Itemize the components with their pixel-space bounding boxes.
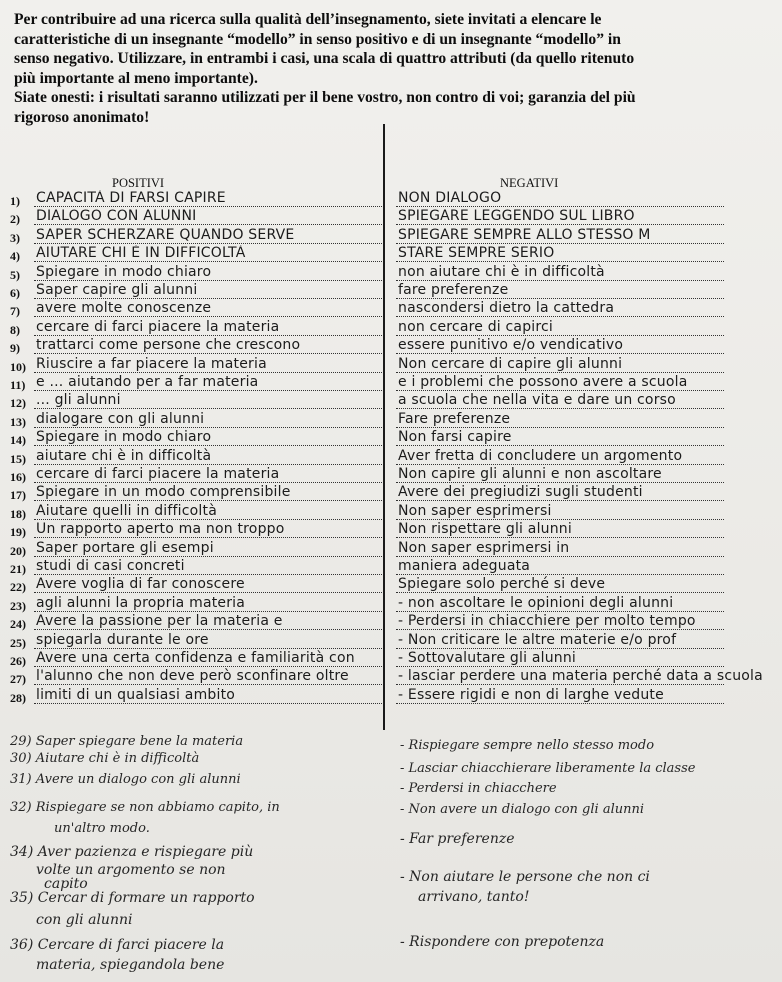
- answer-row: [0, 559, 782, 577]
- positive-answer: Spiegare in un modo comprensibile: [36, 484, 291, 501]
- row-number: 18): [10, 506, 26, 521]
- row-number: 21): [10, 562, 26, 576]
- answer-row: [0, 541, 782, 559]
- answer-row: [0, 375, 782, 393]
- instructions-line: caratteristiche di un insegnante “modello” in senso positivo e di un insegnante “modello” in: [14, 30, 621, 48]
- negative-answer: Non rispettare gli alunni: [398, 521, 572, 538]
- answer-row: [0, 633, 782, 651]
- row-number: 1): [10, 194, 20, 208]
- positive-answer: limiti di un qualsiasi ambito: [36, 686, 236, 703]
- row-number: 11): [10, 378, 26, 392]
- answer-row: [0, 301, 782, 319]
- negative-answer: essere punitivo e/o vendicativo: [398, 337, 624, 354]
- positive-answer: cercare di farci piacere la materia: [36, 318, 280, 335]
- negative-answer: STARE SEMPRE SERIO: [398, 245, 555, 262]
- negative-answer: SPIEGARE LEGGENDO SUL LIBRO: [398, 208, 635, 225]
- negative-answer: - Perdersi in chiacchiere per molto tempo: [398, 613, 696, 630]
- positive-answer: Aiutare quelli in difficoltà: [36, 502, 217, 519]
- handwritten-negative: - Rispiegare sempre nello stesso modo: [400, 738, 655, 753]
- negative-header: NEGATIVI: [500, 176, 559, 190]
- positive-answer: Saper capire gli alunni: [36, 282, 198, 298]
- handwritten-positive: capito: [44, 876, 88, 892]
- negative-answer: e i problemi che possono avere a scuola: [398, 374, 688, 390]
- handwritten-positive: materia, spiegandola bene: [36, 957, 225, 973]
- positive-answer: Avere la passione per la materia e: [36, 613, 283, 630]
- handwritten-positive: 36) Cercare di farci piacere la: [10, 937, 225, 953]
- answer-row: [0, 449, 782, 467]
- answer-row: [0, 228, 782, 246]
- positive-answer: spiegarla durante le ore: [36, 631, 209, 648]
- answer-row: [0, 669, 782, 687]
- row-number: 13): [10, 414, 26, 429]
- negative-answer: Non saper esprimersi in: [398, 539, 570, 556]
- row-number: 19): [10, 525, 26, 540]
- instructions-text: [14, 10, 764, 128]
- row-number: 10): [10, 359, 26, 374]
- row-number: 25): [10, 635, 26, 650]
- handwritten-negative: - Far preferenze: [400, 831, 515, 847]
- answer-row: [0, 320, 782, 338]
- answer-row: [0, 357, 782, 375]
- instructions-line: Siate onesti: i risultati saranno utilizzati per il bene vostro, non contro di voi; garanzia del più: [14, 89, 636, 107]
- positive-answer: Un rapporto aperto ma non troppo: [36, 521, 285, 538]
- handwritten-positive: un'altro modo.: [54, 821, 150, 836]
- instructions-line: rigoroso anonimato!: [14, 108, 150, 126]
- negative-answer: a scuola che nella vita e dare un corso: [398, 392, 676, 409]
- row-number: 27): [10, 672, 26, 687]
- positive-answer: AIUTARE CHI È IN DIFFICOLTÀ: [36, 245, 246, 262]
- answer-row: [0, 504, 782, 522]
- row-number: 28): [10, 690, 26, 705]
- handwritten-positive: con gli alunni: [36, 912, 133, 928]
- answer-row: [0, 467, 782, 485]
- handwritten-negative: - Rispondere con prepotenza: [400, 934, 605, 950]
- row-number: 6): [10, 286, 20, 300]
- handwritten-negative: - Perdersi in chiacchere: [400, 781, 557, 796]
- positive-answer: Saper portare gli esempi: [36, 539, 214, 556]
- answer-row: [0, 485, 782, 503]
- row-number: 24): [10, 617, 26, 632]
- answer-row: [0, 338, 782, 356]
- answer-row: [0, 191, 782, 209]
- answer-row: [0, 412, 782, 430]
- negative-answer: - Non criticare le altre materie e/o prof: [398, 631, 677, 648]
- positive-answer: Riuscire a far piacere la materia: [36, 355, 267, 372]
- handwritten-positive: 29) Saper spiegare bene la materia: [10, 734, 244, 749]
- row-number: 8): [10, 322, 20, 337]
- row-number: 9): [10, 341, 20, 356]
- answer-row: [0, 688, 782, 706]
- negative-answer: - lasciar perdere una materia perché data a scuola: [398, 668, 763, 685]
- row-number: 23): [10, 598, 26, 613]
- negative-answer: - Sottovalutare gli alunni: [398, 650, 576, 666]
- handwritten-negative: arrivano, tanto!: [418, 889, 530, 905]
- row-number: 26): [10, 654, 26, 668]
- positive-answer: SAPER SCHERZARE QUANDO SERVE: [36, 226, 295, 243]
- positive-answer: aiutare chi è in difficoltà: [36, 447, 212, 464]
- handwritten-negative: - Non aiutare le persone che non ci: [400, 869, 650, 885]
- negative-answer: Spiegare solo perché si deve: [398, 576, 606, 593]
- answer-row: [0, 577, 782, 595]
- negative-answer: non aiutare chi è in difficoltà: [398, 263, 605, 280]
- negative-answer: maniera adeguata: [398, 558, 531, 574]
- row-number: 22): [10, 580, 26, 595]
- positive-answer: Avere una certa confidenza e familiarità con: [36, 650, 355, 666]
- row-number: 5): [10, 267, 20, 282]
- answer-row: [0, 283, 782, 301]
- instructions-line: più importante al meno importante).: [14, 69, 258, 87]
- negative-answer: Fare preferenze: [398, 410, 511, 427]
- negative-answer: SPIEGARE SEMPRE ALLO STESSO M: [398, 226, 651, 243]
- positive-header: POSITIVI: [112, 176, 165, 190]
- positive-answer: CAPACITÀ DI FARSI CAPIRE: [36, 190, 226, 206]
- negative-answer: non cercare di capirci: [398, 318, 554, 335]
- positive-answer: DIALOGO CON ALUNNI: [36, 208, 197, 225]
- negative-answer: Non saper esprimersi: [398, 502, 552, 519]
- row-number: 17): [10, 488, 26, 503]
- positive-answer: cercare di farci piacere la materia: [36, 466, 280, 482]
- positive-answer: ... gli alunni: [36, 392, 121, 409]
- handwritten-negative: - Lasciar chiacchierare liberamente la classe: [400, 761, 696, 776]
- row-number: 20): [10, 543, 26, 558]
- answer-row: [0, 596, 782, 614]
- positive-answer: agli alunni la propria materia: [36, 594, 246, 611]
- negative-answer: Aver fretta di concludere un argomento: [398, 447, 683, 464]
- negative-answer: nascondersi dietro la cattedra: [398, 300, 615, 317]
- row-number: 12): [10, 396, 26, 411]
- answer-row: [0, 651, 782, 669]
- positive-answer: studi di casi concreti: [36, 558, 185, 574]
- row-number: 7): [10, 304, 20, 319]
- positive-answer: dialogare con gli alunni: [36, 410, 205, 427]
- negative-answer: Non farsi capire: [398, 429, 512, 446]
- positive-answer: avere molte conoscenze: [36, 300, 212, 317]
- answer-row: [0, 522, 782, 540]
- row-number: 14): [10, 433, 26, 448]
- negative-answer: - Essere rigidi e non di larghe vedute: [398, 686, 664, 703]
- row-number: 2): [10, 212, 20, 227]
- answer-row: [0, 209, 782, 227]
- negative-answer: - non ascoltare le opinioni degli alunni: [398, 594, 674, 611]
- answer-row: [0, 614, 782, 632]
- instructions-line: Per contribuire ad una ricerca sulla qualità dell’insegnamento, siete invitati a elencare le: [14, 11, 602, 28]
- positive-answer: trattarci come persone che crescono: [36, 337, 301, 354]
- row-number: 4): [10, 249, 20, 264]
- positive-answer: Spiegare in modo chiaro: [36, 429, 212, 446]
- instructions-line: senso negativo. Utilizzare, in entrambi i casi, una scala di quattro attributi (da quello ritenuto: [14, 50, 635, 68]
- answer-row: [0, 393, 782, 411]
- negative-answer: Non cercare di capire gli alunni: [398, 355, 623, 372]
- handwritten-positive: volte un argomento se non: [36, 862, 226, 878]
- handwritten-positive: 31) Avere un dialogo con gli alunni: [10, 772, 241, 787]
- positive-answer: Spiegare in modo chiaro: [36, 263, 212, 280]
- negative-answer: NON DIALOGO: [398, 190, 502, 206]
- row-number: 16): [10, 470, 26, 484]
- row-number: 3): [10, 230, 20, 245]
- positive-answer: l'alunno che non deve però sconfinare oltre: [36, 668, 349, 685]
- positive-answer: Avere voglia di far conoscere: [36, 576, 245, 593]
- handwritten-positive: 32) Rispiegare se non abbiamo capito, in: [10, 800, 280, 815]
- negative-answer: Avere dei pregiudizi sugli studenti: [398, 484, 643, 501]
- handwritten-positive: 34) Aver pazienza e rispiegare più: [10, 844, 254, 860]
- handwritten-negative: - Non avere un dialogo con gli alunni: [400, 802, 644, 817]
- positive-answer: e ... aiutando per a far materia: [36, 374, 259, 390]
- row-number: 15): [10, 451, 26, 466]
- answer-row: [0, 246, 782, 264]
- negative-answer: fare preferenze: [398, 282, 509, 298]
- negative-answer: Non capire gli alunni e non ascoltare: [398, 466, 662, 482]
- handwritten-positive: 35) Cercar di formare un rapporto: [10, 890, 255, 906]
- handwritten-positive: 30) Aiutare chi è in difficoltà: [10, 751, 200, 766]
- answer-row: [0, 430, 782, 448]
- answer-row: [0, 265, 782, 283]
